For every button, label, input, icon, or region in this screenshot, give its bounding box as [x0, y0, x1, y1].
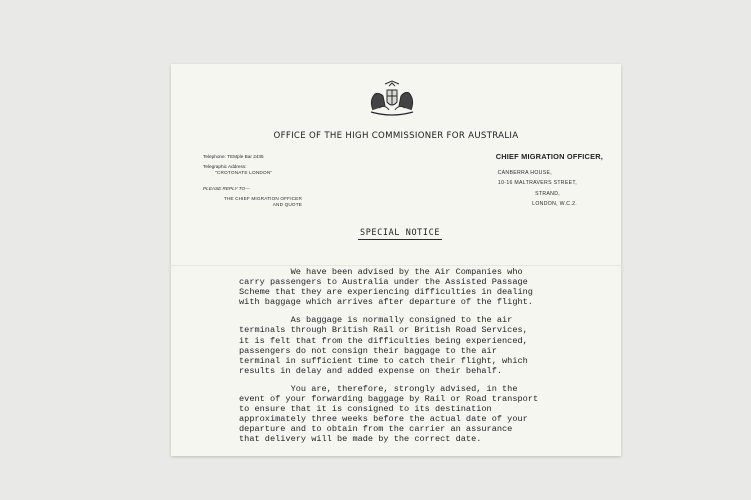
reply-label: PLEASE REPLY TO— — [203, 186, 250, 191]
chief-migration-officer-title: CHIEF MIGRATION OFFICER, — [495, 152, 603, 161]
address-line: CANBERRA HOUSE, — [497, 170, 552, 176]
paper-fold — [171, 265, 621, 266]
notice-body — [239, 267, 579, 453]
office-address — [498, 168, 577, 209]
address-line: STRAND, — [535, 190, 560, 197]
coat-of-arms-icon — [365, 80, 419, 118]
telegraphic-address: "CROTONATE LONDON" — [215, 170, 273, 175]
notice-title: SPECIAL NOTICE — [360, 228, 441, 238]
telephone-line: Telephone: TEMple Bar 2435 — [203, 154, 264, 159]
document-page — [171, 64, 621, 456]
reply-to-line: THE CHIEF MIGRATION OFFICER — [223, 196, 302, 201]
body-paragraph: We have been advised by the Air Companies who carry passengers to Australia under the Assisted Passage Scheme that they are experiencing difficulties in dealing with baggage which arrives after departure of the flight. — [239, 267, 533, 308]
address-line: LONDON, W.C.2. — [532, 200, 577, 207]
reply-to-block — [215, 196, 302, 209]
body-paragraph: As baggage is normally consigned to the air terminals through British Rail or British Road Services, it is felt that from the difficulties being experienced, passengers do not consign their baggage to the air terminal in sufficient time to catch their flight, which results in delay and added expense on their behalf. — [239, 315, 528, 376]
telegraphic-label: Telegraphic Address: — [203, 164, 247, 169]
body-paragraph: You are, therefore, strongly advised, in the event of your forwarding baggage by Rail or Road transport to ensure that it is consigned to its destination approximately three weeks before the actual date of your departure and to obtain from the carrier an assurance that delivery will be made by the correct date. — [239, 383, 539, 445]
reply-to-line: AND QUOTE — [272, 202, 302, 208]
address-line: 10-16 MALTRAVERS STREET, — [497, 180, 577, 187]
office-heading: OFFICE OF THE HIGH COMMISSIONER FOR AUSTRALIA — [273, 131, 519, 141]
